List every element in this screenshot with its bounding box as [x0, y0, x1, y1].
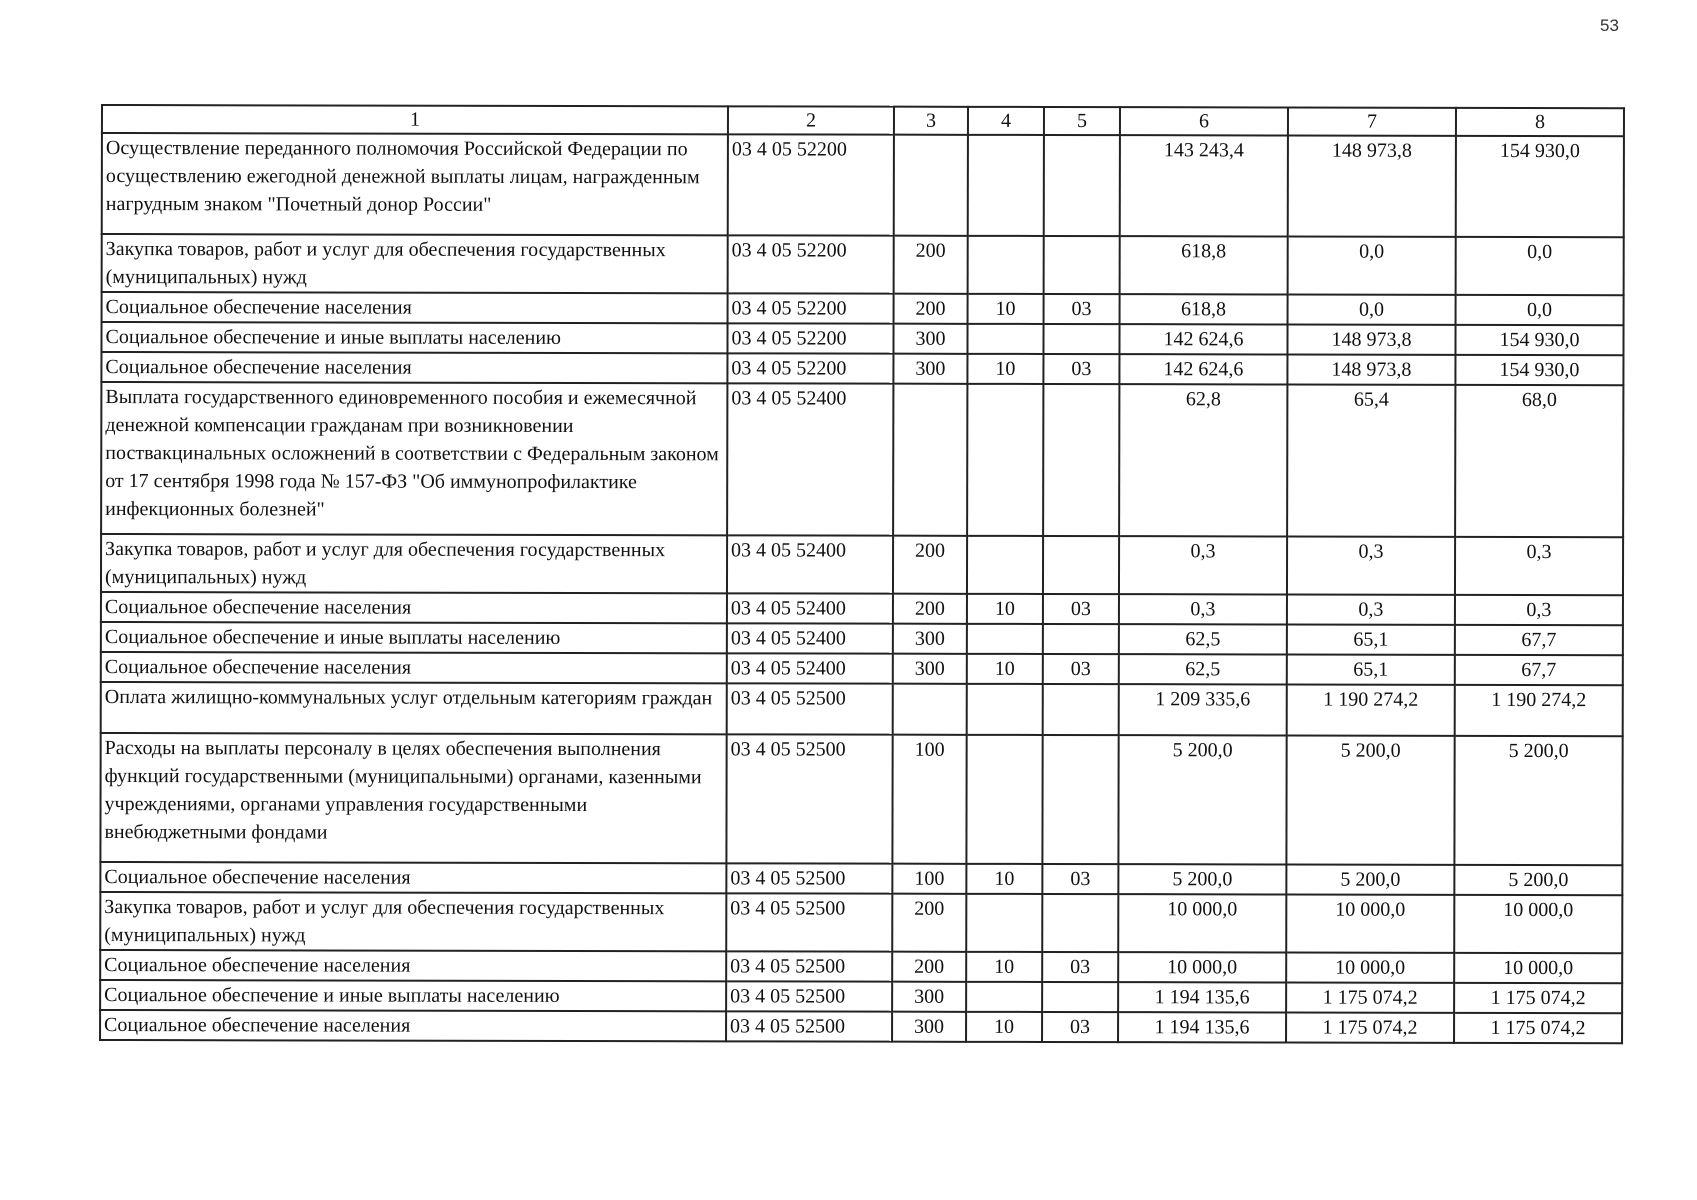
table-body	[100, 133, 1624, 1043]
row-subsection-cell: 03	[1042, 952, 1118, 982]
row-value-col8-cell: 154 930,0	[1456, 136, 1624, 237]
row-name-cell: Социальное обеспечение населения	[100, 950, 726, 981]
header-cell-3: 3	[894, 107, 968, 135]
row-subsection-cell	[1044, 236, 1120, 294]
row-value-col7-cell: 1 190 274,2	[1287, 684, 1455, 735]
row-value-col6-cell: 5 200,0	[1118, 735, 1286, 864]
row-code-cell: 03 4 05 52500	[726, 951, 892, 981]
row-section-cell	[966, 982, 1042, 1012]
row-value-col8-cell: 67,7	[1455, 625, 1623, 655]
row-name-cell: Социальное обеспечение населения	[101, 652, 727, 683]
row-value-col7-cell: 0,0	[1288, 294, 1456, 324]
row-value-col8-cell: 154 930,0	[1455, 325, 1623, 355]
row-value-col6-cell: 10 000,0	[1118, 952, 1286, 982]
row-name-cell: Закупка товаров, работ и услуг для обеспечения государственных (муниципальных) нужд	[100, 892, 726, 951]
row-value-col6-cell: 0,3	[1119, 536, 1287, 594]
row-code-cell: 03 4 05 52400	[727, 623, 893, 653]
row-expense-type-cell: 100	[892, 864, 966, 894]
row-value-col6-cell: 142 624,6	[1119, 354, 1287, 384]
row-value-col7-cell: 1 175 074,2	[1286, 982, 1454, 1012]
row-section-cell	[967, 384, 1043, 536]
row-value-col6-cell: 10 000,0	[1118, 894, 1286, 952]
row-value-col7-cell: 0,3	[1287, 536, 1455, 594]
table-row	[101, 622, 1623, 655]
row-subsection-cell	[1043, 684, 1119, 735]
budget-table	[99, 104, 1625, 1044]
row-value-col8-cell: 0,3	[1455, 537, 1623, 595]
row-value-col6-cell: 1 194 135,6	[1118, 982, 1286, 1012]
row-subsection-cell	[1042, 982, 1118, 1012]
row-code-cell: 03 4 05 52400	[727, 653, 893, 683]
row-code-cell: 03 4 05 52400	[727, 383, 893, 535]
row-value-col7-cell: 0,0	[1288, 236, 1456, 294]
row-value-col8-cell: 10 000,0	[1454, 953, 1622, 983]
row-name-cell: Закупка товаров, работ и услуг для обеспечения государственных (муниципальных) нужд	[102, 234, 728, 293]
row-code-cell: 03 4 05 52200	[727, 353, 893, 383]
header-cell-1: 1	[102, 105, 728, 134]
row-name-cell: Социальное обеспечение населения	[100, 1010, 726, 1041]
table-row	[101, 592, 1623, 625]
row-expense-type-cell: 300	[892, 982, 966, 1012]
row-value-col7-cell: 10 000,0	[1286, 952, 1454, 982]
row-expense-type-cell	[894, 135, 968, 236]
row-code-cell: 03 4 05 52500	[726, 734, 892, 863]
row-value-col7-cell: 10 000,0	[1286, 894, 1454, 952]
row-section-cell	[967, 536, 1043, 594]
row-expense-type-cell: 300	[893, 624, 967, 654]
table-row	[102, 133, 1624, 237]
row-subsection-cell	[1043, 624, 1119, 654]
row-value-col7-cell: 148 973,8	[1288, 135, 1456, 236]
row-name-cell: Расходы на выплаты персоналу в целях обеспечения выполнения функций государственными (муниципальными) органами, казенными учреждениями, органами управления государственными внебюджетными фондами	[100, 733, 726, 863]
row-expense-type-cell: 100	[892, 735, 966, 864]
row-section-cell	[966, 894, 1042, 952]
row-value-col8-cell: 0,0	[1456, 295, 1624, 325]
row-value-col7-cell: 5 200,0	[1286, 864, 1454, 894]
row-expense-type-cell: 200	[893, 594, 967, 624]
row-name-cell: Социальное обеспечение населения	[101, 592, 727, 623]
row-value-col6-cell: 618,8	[1120, 236, 1288, 294]
row-value-col8-cell: 10 000,0	[1454, 895, 1622, 953]
row-value-col8-cell: 0,0	[1456, 237, 1624, 295]
row-code-cell: 03 4 05 52200	[728, 293, 894, 323]
row-name-cell: Социальное обеспечение населения	[102, 292, 728, 323]
row-value-col7-cell: 65,4	[1287, 384, 1455, 536]
row-section-cell: 10	[968, 294, 1044, 324]
row-name-cell: Социальное обеспечение и иные выплаты населению	[101, 622, 727, 653]
row-name-cell: Социальное обеспечение населения	[101, 352, 727, 383]
row-subsection-cell	[1043, 324, 1119, 354]
row-value-col8-cell: 1 190 274,2	[1455, 685, 1623, 736]
row-subsection-cell	[1044, 135, 1120, 236]
table-row	[101, 652, 1623, 685]
row-code-cell: 03 4 05 52500	[726, 981, 892, 1011]
table-row	[100, 862, 1622, 895]
row-name-cell: Оплата жилищно-коммунальных услуг отдельным категориям граждан	[101, 682, 727, 734]
row-expense-type-cell: 200	[892, 952, 966, 982]
row-name-cell: Закупка товаров, работ и услуг для обеспечения государственных (муниципальных) нужд	[101, 534, 727, 593]
table-row	[101, 382, 1623, 537]
row-expense-type-cell	[893, 384, 967, 536]
header-cell-6: 6	[1120, 107, 1288, 135]
row-value-col7-cell: 0,3	[1287, 594, 1455, 624]
row-name-cell: Социальное обеспечение и иные выплаты населению	[100, 980, 726, 1011]
row-value-col7-cell: 148 973,8	[1287, 324, 1455, 354]
row-code-cell: 03 4 05 52500	[726, 893, 892, 951]
row-value-col6-cell: 1 194 135,6	[1118, 1012, 1286, 1042]
row-name-cell: Социальное обеспечение населения	[100, 862, 726, 893]
row-section-cell: 10	[966, 1012, 1042, 1042]
row-subsection-cell	[1042, 894, 1118, 952]
row-value-col6-cell: 62,8	[1119, 384, 1287, 536]
row-subsection-cell: 03	[1043, 654, 1119, 684]
row-expense-type-cell	[893, 684, 967, 735]
row-name-cell: Осуществление переданного полномочия Российской Федерации по осуществлению ежегодной денежной выплаты лицам, награжденным нагрудным знаком "Почетный донор России"	[102, 133, 728, 235]
row-subsection-cell: 03	[1042, 864, 1118, 894]
row-code-cell: 03 4 05 52500	[727, 683, 893, 734]
row-section-cell	[967, 324, 1043, 354]
row-code-cell: 03 4 05 52200	[727, 323, 893, 353]
row-expense-type-cell: 300	[893, 654, 967, 684]
row-expense-type-cell: 300	[893, 324, 967, 354]
header-cell-8: 8	[1456, 108, 1624, 136]
row-subsection-cell: 03	[1042, 1012, 1118, 1042]
table-row	[101, 534, 1623, 595]
row-value-col6-cell: 62,5	[1119, 624, 1287, 654]
row-value-col7-cell: 1 175 074,2	[1286, 1012, 1454, 1042]
row-section-cell	[966, 735, 1042, 864]
table-row	[100, 733, 1622, 865]
row-code-cell: 03 4 05 52200	[728, 235, 894, 293]
row-value-col8-cell: 0,3	[1455, 595, 1623, 625]
row-section-cell	[968, 135, 1044, 236]
header-row	[102, 105, 1624, 136]
row-section-cell: 10	[966, 952, 1042, 982]
row-value-col6-cell: 142 624,6	[1119, 324, 1287, 354]
row-expense-type-cell: 200	[893, 536, 967, 594]
row-expense-type-cell: 300	[893, 354, 967, 384]
row-value-col6-cell: 5 200,0	[1118, 864, 1286, 894]
header-cell-7: 7	[1288, 107, 1456, 135]
table-header	[102, 105, 1624, 136]
row-value-col6-cell: 0,3	[1119, 594, 1287, 624]
table-row	[101, 352, 1623, 385]
row-value-col7-cell: 5 200,0	[1286, 735, 1454, 864]
table-row	[101, 682, 1623, 736]
row-value-col8-cell: 68,0	[1455, 385, 1623, 537]
row-expense-type-cell: 200	[894, 294, 968, 324]
row-value-col8-cell: 5 200,0	[1454, 865, 1622, 895]
row-value-col7-cell: 148 973,8	[1287, 354, 1455, 384]
row-subsection-cell	[1043, 536, 1119, 594]
row-code-cell: 03 4 05 52500	[726, 863, 892, 893]
page-number: 53	[1600, 16, 1619, 35]
table-row	[102, 292, 1624, 325]
row-value-col6-cell: 618,8	[1120, 294, 1288, 324]
row-section-cell: 10	[967, 594, 1043, 624]
row-code-cell: 03 4 05 52200	[728, 134, 894, 235]
row-subsection-cell: 03	[1043, 354, 1119, 384]
row-value-col6-cell: 1 209 335,6	[1119, 684, 1287, 735]
row-code-cell: 03 4 05 52400	[727, 535, 893, 593]
header-cell-2: 2	[728, 106, 894, 134]
row-expense-type-cell: 200	[892, 894, 966, 952]
header-cell-4: 4	[968, 107, 1044, 135]
row-value-col8-cell: 1 175 074,2	[1454, 983, 1622, 1013]
row-value-col6-cell: 62,5	[1119, 654, 1287, 684]
row-code-cell: 03 4 05 52400	[727, 593, 893, 623]
row-value-col6-cell: 143 243,4	[1120, 135, 1288, 236]
row-name-cell: Выплата государственного единовременного пособия и ежемесячной денежной компенсации гражданам при возникновении поствакцинальных осложнений в соответствии с Федеральным законом от 17 сентября 1998 года № 157-ФЗ "Об иммунопрофилактике инфекционных болезней"	[101, 382, 727, 535]
row-value-col8-cell: 5 200,0	[1454, 736, 1622, 865]
row-value-col7-cell: 65,1	[1287, 654, 1455, 684]
row-subsection-cell	[1043, 384, 1119, 536]
row-expense-type-cell: 300	[892, 1012, 966, 1042]
row-section-cell	[967, 624, 1043, 654]
row-expense-type-cell: 200	[894, 236, 968, 294]
row-section-cell: 10	[967, 654, 1043, 684]
row-subsection-cell: 03	[1043, 594, 1119, 624]
header-cell-5: 5	[1044, 107, 1120, 135]
budget-table-container	[99, 104, 1623, 1044]
row-code-cell: 03 4 05 52500	[726, 1011, 892, 1041]
table-row	[102, 234, 1624, 295]
row-value-col8-cell: 67,7	[1455, 655, 1623, 685]
row-value-col8-cell: 1 175 074,2	[1454, 1013, 1622, 1043]
table-row	[100, 980, 1622, 1013]
row-section-cell: 10	[967, 354, 1043, 384]
row-name-cell: Социальное обеспечение и иные выплаты населению	[101, 322, 727, 353]
table-row	[101, 322, 1623, 355]
row-subsection-cell: 03	[1044, 294, 1120, 324]
row-value-col8-cell: 154 930,0	[1455, 355, 1623, 385]
row-value-col7-cell: 65,1	[1287, 624, 1455, 654]
row-subsection-cell	[1042, 735, 1118, 864]
table-row	[100, 1010, 1622, 1043]
row-section-cell: 10	[966, 864, 1042, 894]
table-row	[100, 950, 1622, 983]
table-row	[100, 892, 1622, 953]
row-section-cell	[968, 236, 1044, 294]
row-section-cell	[967, 684, 1043, 735]
